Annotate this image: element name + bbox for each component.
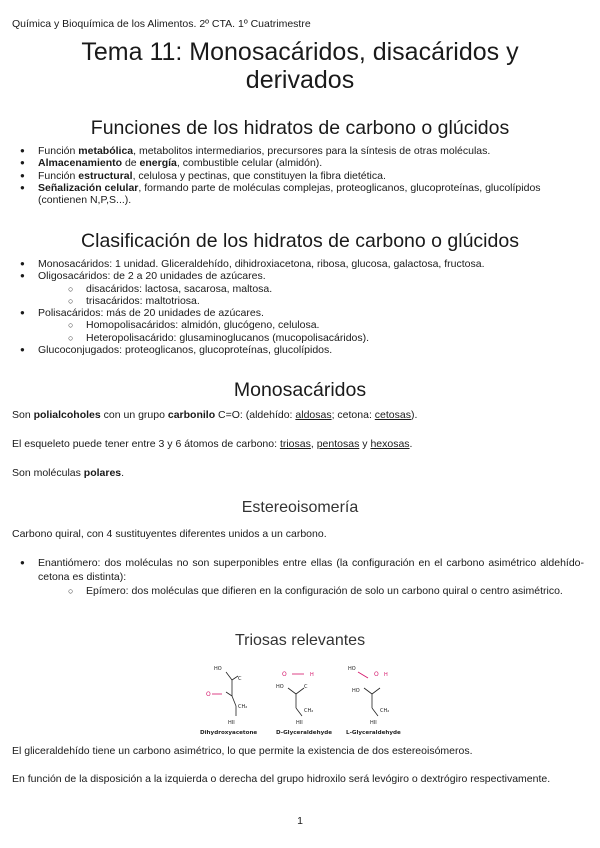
label-d-glyceraldehyde: D-Glyceraldehyde	[276, 730, 333, 736]
svg-text:HII: HII	[370, 720, 377, 726]
section-heading-funciones: Funciones de los hidratos de carbono o glúcidos	[90, 117, 510, 139]
svg-text:HII: HII	[296, 720, 303, 726]
svg-text:HO: HO	[348, 666, 356, 672]
list-item: ● Monosacáridos: 1 unidad. Gliceraldehído, dihidroxiacetona, ribosa, glucosa, galactosa, fructosa.	[0, 258, 590, 270]
svg-text:CH₂: CH₂	[380, 708, 390, 714]
svg-text:HO: HO	[214, 666, 222, 672]
list-item: ● Oligosacáridos: de 2 a 20 unidades de azúcares.	[0, 270, 590, 282]
paragraph-carbono-quiral: Carbono quiral, con 4 sustituyentes diferentes unidos a un carbono.	[12, 528, 327, 540]
section-heading-estereoisomeria: Estereoisomería	[241, 499, 359, 516]
svg-text:O: O	[374, 671, 379, 678]
section-heading-monosacaridos: Monosacáridos	[233, 379, 367, 401]
estereoisomeria-list	[0, 556, 584, 598]
section-heading-clasificacion: Clasificación de los hidratos de carbono o glúcidos	[81, 230, 519, 252]
list-item: ● Glucoconjugados: proteoglicanos, glucoproteínas, glucolípidos.	[0, 344, 590, 356]
sub-list-item: ○ Homopolisacáridos: almidón, glucógeno, celulosa.	[0, 319, 590, 331]
running-header: Química y Bioquímica de los Alimentos. 2º CTA. 1º Cuatrimestre	[12, 18, 311, 30]
svg-text:H: H	[384, 672, 388, 678]
paragraph-gliceraldehido: El gliceraldehído tiene un carbono asimétrico, lo que permite la existencia de dos estereoisómeros.	[12, 745, 473, 757]
paragraph-polialcoholes: Son polialcoholes con un grupo carbonilo C=O: (aldehído: aldosas; cetona: cetosas).	[12, 409, 418, 421]
svg-text:CH₂: CH₂	[238, 704, 248, 710]
page-title-line-2: derivados	[245, 66, 355, 94]
page-number: 1	[297, 815, 303, 827]
funciones-list	[0, 145, 590, 206]
triosas-figure	[192, 658, 412, 744]
list-item: ● Señalización celular, formando parte de moléculas complejas, proteoglicanos, glucoproteínas, glucolípidos (contienen N,P,S...).	[0, 182, 590, 207]
list-item: ● Almacenamiento de energía, combustible celular (almidón).	[0, 157, 590, 169]
svg-text:O: O	[282, 671, 287, 678]
list-item: ● Enantiómero: dos moléculas no son superponibles entre ellas (la configuración en el carbono asimétrico aldehído-cetona es distinta):	[0, 556, 584, 584]
triosas-structures-image	[192, 658, 412, 744]
page-title-line-1: Tema 11: Monosacáridos, disacáridos y	[81, 38, 519, 66]
svg-text:HII: HII	[228, 720, 235, 726]
paragraph-polares: Son moléculas polares.	[12, 467, 125, 479]
section-heading-triosas: Triosas relevantes	[234, 632, 366, 649]
svg-text:HO: HO	[276, 684, 284, 690]
paragraph-levogiro: En función de la disposición a la izquierda o derecha del grupo hidroxilo será levógiro o dextrógiro respectivamente.	[12, 773, 551, 785]
sub-list-item: ○ trisacáridos: maltotriosa.	[0, 295, 590, 307]
svg-text:H: H	[310, 672, 314, 678]
list-item: ● Función estructural, celulosa y pectinas, que constituyen la fibra dietética.	[0, 170, 590, 182]
svg-text:C: C	[304, 684, 308, 690]
paragraph-esqueleto: El esqueleto puede tener entre 3 y 6 átomos de carbono: triosas, pentosas y hexosas.	[12, 438, 413, 450]
label-l-glyceraldehyde: L-Glyceraldehyde	[346, 730, 401, 736]
clasificacion-list	[0, 258, 590, 356]
label-dihydroxyacetone: Dihydroxyacetone	[200, 730, 258, 736]
list-item: ● Función metabólica, metabolitos intermediarios, precursores para la síntesis de otras moléculas.	[0, 145, 590, 157]
svg-text:O: O	[206, 691, 211, 698]
sub-list-item: ○ Heteropolisacárido: glusaminoglucanos (mucopolisacáridos).	[0, 332, 590, 344]
sub-list-item: ○ Epímero: dos moléculas que difieren en la configuración de solo un carbono quiral o centro asimétrico.	[0, 584, 584, 598]
svg-text:CH₂: CH₂	[304, 708, 314, 714]
svg-text:C: C	[238, 676, 242, 682]
svg-text:HO: HO	[352, 688, 360, 694]
list-item: ● Polisacáridos: más de 20 unidades de azúcares.	[0, 307, 590, 319]
sub-list-item: ○ disacáridos: lactosa, sacarosa, maltosa.	[0, 283, 590, 295]
